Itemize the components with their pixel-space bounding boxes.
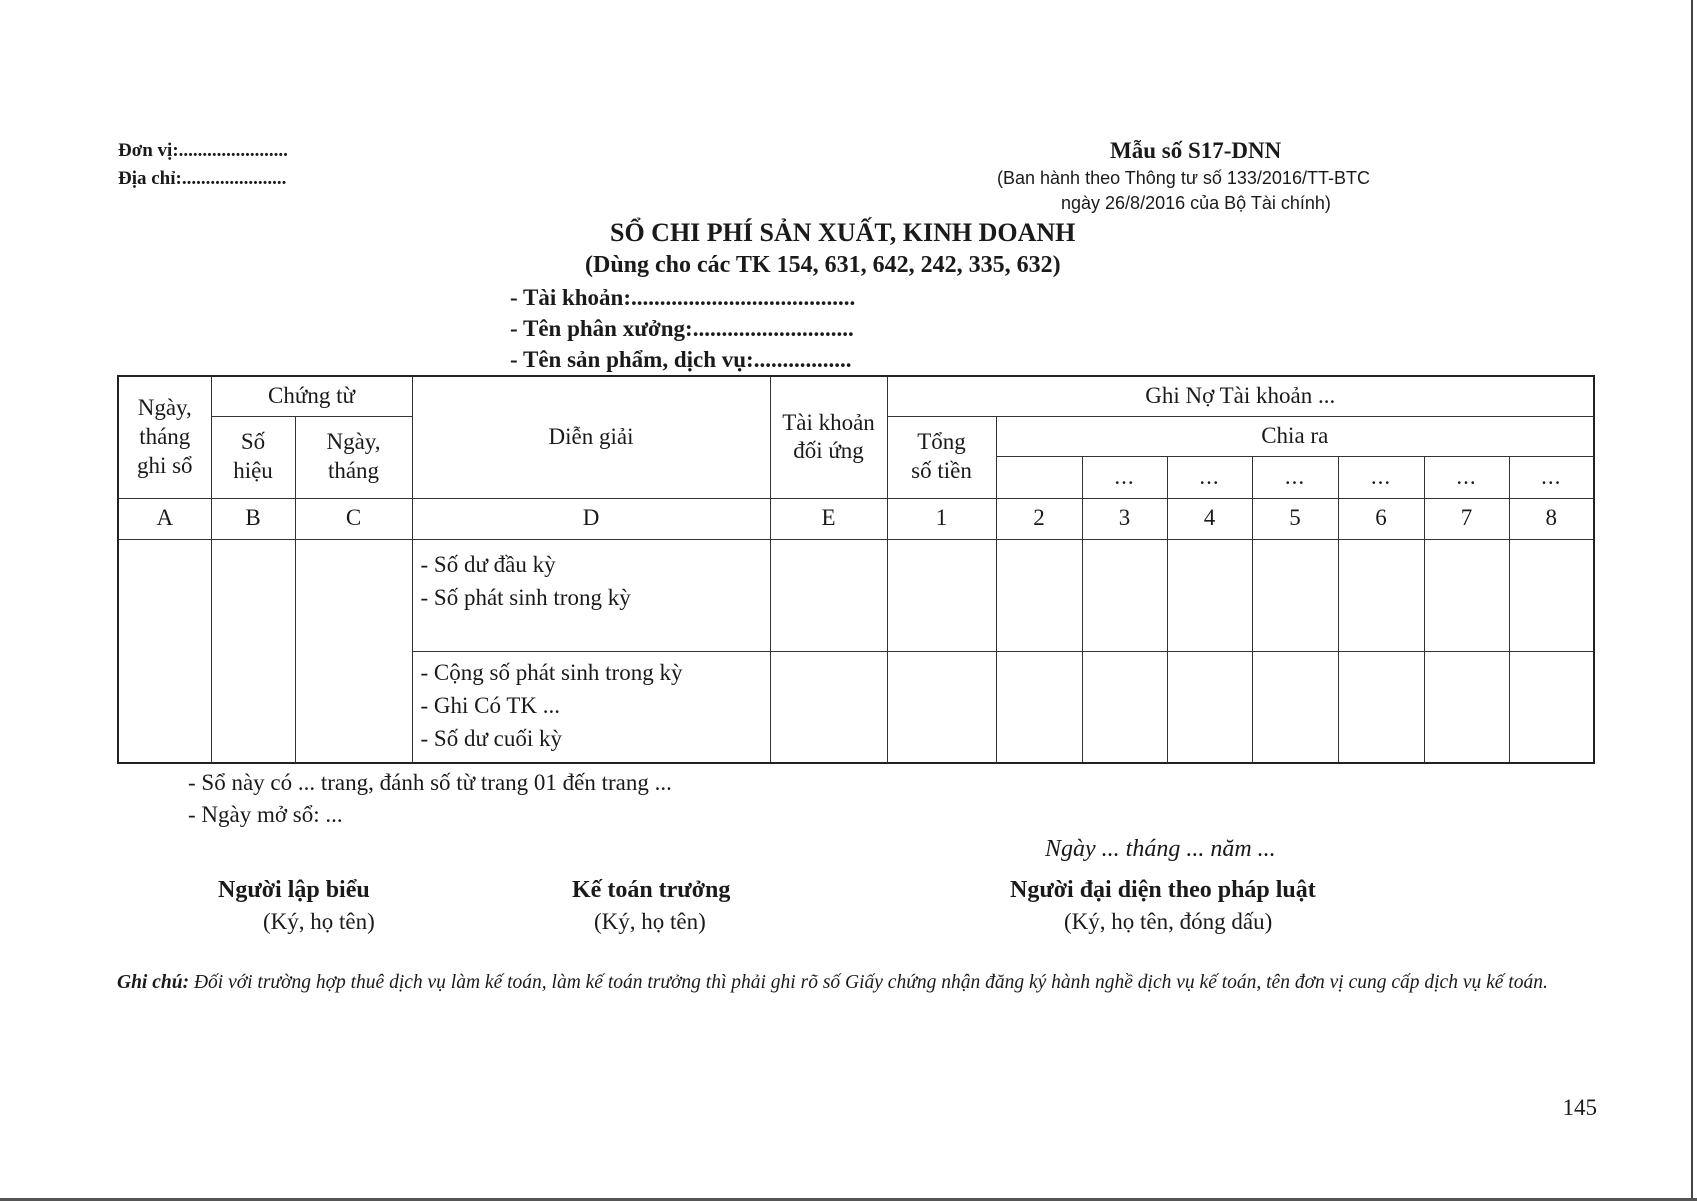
subheader-cell: ... xyxy=(1082,456,1167,498)
workshop-field: - Tên phân xưởng:............................ xyxy=(510,316,854,341)
subheader-cell: ... xyxy=(1509,456,1594,498)
page-subtitle: (Dùng cho các TK 154, 631, 642, 242, 335, 632) xyxy=(585,252,1061,278)
body-cell xyxy=(211,539,295,763)
body-cell xyxy=(1167,539,1252,651)
opening-balance-label: - Số dư đầu kỳ xyxy=(420,551,556,577)
unit-field: Đơn vị:....................... xyxy=(118,140,288,161)
preparer-hint: (Ký, họ tên) xyxy=(263,909,375,934)
body-cell xyxy=(996,539,1082,651)
body-cell xyxy=(118,539,211,763)
header-date-recorded: Ngày, tháng ghi sổ xyxy=(118,376,211,498)
chief-accountant-hint: (Ký, họ tên) xyxy=(594,909,706,934)
scan-edge-line xyxy=(1691,0,1693,1201)
header-voucher: Chứng từ xyxy=(211,376,412,416)
issued-line-2: ngày 26/8/2016 của Bộ Tài chính) xyxy=(1061,193,1331,213)
period-arising-label: - Số phát sinh trong kỳ xyxy=(420,584,631,610)
column-code: 7 xyxy=(1424,498,1509,539)
body-cell xyxy=(1082,651,1167,763)
column-code: A xyxy=(118,498,211,539)
footnote xyxy=(117,970,1597,996)
page-title: SỔ CHI PHÍ SẢN XUẤT, KINH DOANH xyxy=(610,218,1076,247)
header-debit-account: Ghi Nợ Tài khoản ... xyxy=(887,376,1594,416)
footnote-text: Đối với trường hợp thuê dịch vụ làm kế toán, làm kế toán trưởng thì phải ghi rõ số Giấy chứng nhận đăng ký hành nghề dịch vụ kế toán, tên đơn vị cung cấp dịch vụ kế toán. xyxy=(189,972,1548,993)
body-cell xyxy=(770,539,887,651)
body-cell xyxy=(1252,651,1338,763)
credit-account-label: - Ghi Có TK ... xyxy=(420,692,560,718)
body-cell xyxy=(1424,651,1509,763)
subheader-cell: ... xyxy=(1424,456,1509,498)
body-cell xyxy=(1424,539,1509,651)
address-field: Địa chỉ:...................... xyxy=(118,168,287,189)
product-field: - Tên sản phẩm, dịch vụ:................. xyxy=(510,347,852,372)
ledger-table xyxy=(117,375,1595,764)
body-cell xyxy=(996,651,1082,763)
subheader-cell: ... xyxy=(1252,456,1338,498)
open-date-note: - Ngày mở sổ: ... xyxy=(188,802,343,827)
body-cell xyxy=(1509,651,1594,763)
subheader-cell: ... xyxy=(1167,456,1252,498)
column-code: 3 xyxy=(1082,498,1167,539)
body-cell xyxy=(1167,651,1252,763)
closing-balance-label: - Số dư cuối kỳ xyxy=(420,726,563,752)
column-code: D xyxy=(412,498,770,539)
footnote-label: Ghi chú: xyxy=(117,972,190,993)
body-cell xyxy=(1252,539,1338,651)
header-voucher-date: Ngày, tháng xyxy=(295,416,412,498)
header-contra-account: Tài khoản đối ứng xyxy=(770,376,887,498)
body-cell xyxy=(1338,539,1424,651)
header-description: Diễn giải xyxy=(412,376,770,498)
body-cell xyxy=(770,651,887,763)
column-code: B xyxy=(211,498,295,539)
legal-representative-role: Người đại diện theo pháp luật xyxy=(1010,877,1316,903)
form-number: Mẫu số S17-DNN xyxy=(1110,138,1282,163)
column-code: 8 xyxy=(1509,498,1594,539)
issued-line-1: (Ban hành theo Thông tư số 133/2016/TT-BTC xyxy=(997,168,1370,188)
subheader-cell: ... xyxy=(1338,456,1424,498)
column-code: 1 xyxy=(887,498,996,539)
date-line: Ngày ... tháng ... năm ... xyxy=(1045,836,1276,862)
page-number: 145 xyxy=(1562,1095,1597,1120)
column-code: 5 xyxy=(1252,498,1338,539)
body-cell xyxy=(1338,651,1424,763)
body-cell xyxy=(295,539,412,763)
body-cell xyxy=(1509,539,1594,651)
description-cell-opening xyxy=(412,539,770,651)
body-cell xyxy=(887,651,996,763)
description-cell-closing xyxy=(412,651,770,763)
column-code: 2 xyxy=(996,498,1082,539)
column-code: 6 xyxy=(1338,498,1424,539)
column-code: 4 xyxy=(1167,498,1252,539)
column-code: E xyxy=(770,498,887,539)
header-breakdown: Chia ra xyxy=(996,416,1594,456)
body-cell xyxy=(1082,539,1167,651)
chief-accountant-role: Kế toán trưởng xyxy=(572,877,731,903)
header-voucher-number: Số hiệu xyxy=(211,416,295,498)
body-cell xyxy=(887,539,996,651)
preparer-role: Người lập biểu xyxy=(218,877,370,903)
header-total-amount: Tổng số tiền xyxy=(887,416,996,498)
pages-note: - Sổ này có ... trang, đánh số từ trang 01 đến trang ... xyxy=(188,770,672,795)
total-arising-label: - Cộng số phát sinh trong kỳ xyxy=(420,659,683,685)
subheader-cell xyxy=(996,456,1082,498)
account-field: - Tài khoản:....................................... xyxy=(510,285,856,310)
column-code: C xyxy=(295,498,412,539)
legal-representative-hint: (Ký, họ tên, đóng dấu) xyxy=(1064,909,1273,934)
